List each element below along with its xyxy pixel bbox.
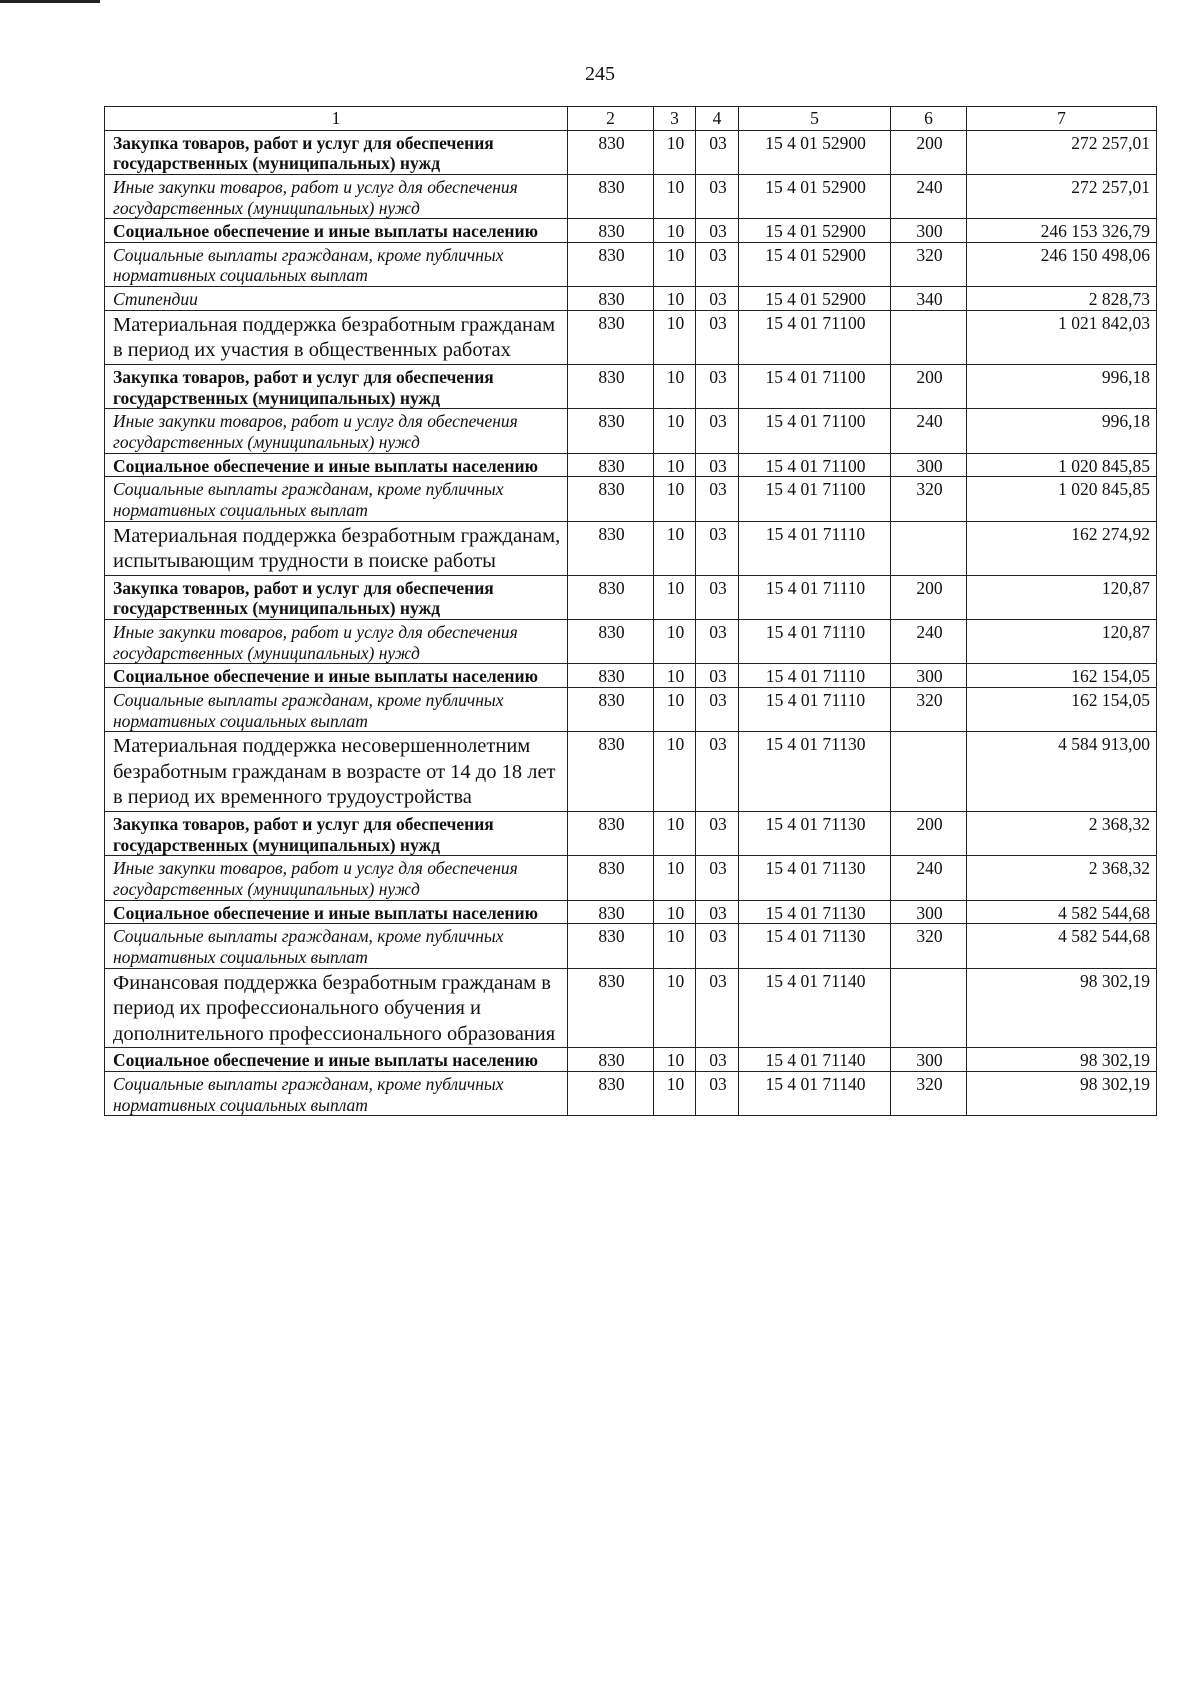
- row-section-cell: 10: [654, 521, 696, 575]
- row-target-article-cell: 15 4 01 71130: [739, 812, 891, 856]
- row-section-cell: 10: [654, 812, 696, 856]
- row-section-cell: 10: [654, 174, 696, 218]
- row-name-cell: Стипендии: [105, 287, 568, 311]
- row-section-cell: 10: [654, 664, 696, 688]
- row-amount-cell: 996,18: [967, 365, 1157, 409]
- row-code-cell: 830: [568, 409, 654, 453]
- row-amount-cell: 1 020 845,85: [967, 453, 1157, 477]
- row-name-cell: Социальное обеспечение и иные выплаты населению: [105, 900, 568, 924]
- row-expense-type-cell: 340: [891, 287, 967, 311]
- header-cell-3: 3: [654, 107, 696, 131]
- header-cell-5: 5: [739, 107, 891, 131]
- row-code-cell: 830: [568, 687, 654, 731]
- row-amount-cell: 162 154,05: [967, 664, 1157, 688]
- table-row: [105, 664, 1157, 688]
- row-code-cell: 830: [568, 453, 654, 477]
- table-row: [105, 310, 1157, 364]
- row-target-article-cell: 15 4 01 71140: [739, 968, 891, 1048]
- table-row: [105, 900, 1157, 924]
- row-name-cell: Социальное обеспечение и иные выплаты населению: [105, 664, 568, 688]
- row-expense-type-cell: 320: [891, 1072, 967, 1116]
- table-row: [105, 924, 1157, 968]
- row-target-article-cell: 15 4 01 71100: [739, 310, 891, 364]
- row-target-article-cell: 15 4 01 52900: [739, 174, 891, 218]
- header-cell-4: 4: [696, 107, 739, 131]
- row-subsection-cell: 03: [696, 130, 739, 174]
- row-amount-cell: 162 154,05: [967, 687, 1157, 731]
- row-name-cell: Социальное обеспечение и иные выплаты населению: [105, 453, 568, 477]
- row-subsection-cell: 03: [696, 900, 739, 924]
- table-row: [105, 620, 1157, 664]
- table-row: [105, 409, 1157, 453]
- header-cell-7: 7: [967, 107, 1157, 131]
- row-subsection-cell: 03: [696, 687, 739, 731]
- row-section-cell: 10: [654, 477, 696, 521]
- row-expense-type-cell: 300: [891, 219, 967, 243]
- row-subsection-cell: 03: [696, 732, 739, 812]
- row-expense-type-cell: [891, 732, 967, 812]
- row-subsection-cell: 03: [696, 310, 739, 364]
- row-subsection-cell: 03: [696, 620, 739, 664]
- row-name-cell: Материальная поддержка несовершеннолетним безработным гражданам в возрасте от 14 до 18 лет в период их временного трудоустройства: [105, 732, 568, 812]
- row-target-article-cell: 15 4 01 52900: [739, 219, 891, 243]
- table-row: [105, 856, 1157, 900]
- row-name-cell: Социальные выплаты гражданам, кроме публичных нормативных социальных выплат: [105, 924, 568, 968]
- header-cell-6: 6: [891, 107, 967, 131]
- row-target-article-cell: 15 4 01 52900: [739, 287, 891, 311]
- header-cell-1: 1: [105, 107, 568, 131]
- row-name-cell: Социальные выплаты гражданам, кроме публичных нормативных социальных выплат: [105, 242, 568, 286]
- row-expense-type-cell: 240: [891, 409, 967, 453]
- table-row: [105, 219, 1157, 243]
- row-code-cell: 830: [568, 130, 654, 174]
- page-number: 245: [585, 63, 615, 85]
- row-target-article-cell: 15 4 01 71100: [739, 409, 891, 453]
- row-target-article-cell: 15 4 01 71100: [739, 477, 891, 521]
- row-section-cell: 10: [654, 968, 696, 1048]
- row-code-cell: 830: [568, 310, 654, 364]
- row-name-cell: Социальные выплаты гражданам, кроме публичных нормативных социальных выплат: [105, 1072, 568, 1116]
- row-name-cell: Иные закупки товаров, работ и услуг для обеспечения государственных (муниципальных) нужд: [105, 409, 568, 453]
- header-row: [105, 107, 1157, 131]
- row-code-cell: 830: [568, 856, 654, 900]
- row-expense-type-cell: 320: [891, 687, 967, 731]
- table-row: [105, 174, 1157, 218]
- row-target-article-cell: 15 4 01 71140: [739, 1048, 891, 1072]
- row-target-article-cell: 15 4 01 71130: [739, 924, 891, 968]
- row-amount-cell: 2 368,32: [967, 856, 1157, 900]
- row-name-cell: Социальные выплаты гражданам, кроме публичных нормативных социальных выплат: [105, 477, 568, 521]
- row-subsection-cell: 03: [696, 812, 739, 856]
- row-subsection-cell: 03: [696, 575, 739, 619]
- row-amount-cell: 4 584 913,00: [967, 732, 1157, 812]
- row-subsection-cell: 03: [696, 477, 739, 521]
- row-target-article-cell: 15 4 01 71130: [739, 732, 891, 812]
- row-code-cell: 830: [568, 1072, 654, 1116]
- row-subsection-cell: 03: [696, 1072, 739, 1116]
- row-expense-type-cell: 240: [891, 620, 967, 664]
- row-code-cell: 830: [568, 365, 654, 409]
- table-row: [105, 287, 1157, 311]
- row-name-cell: Закупка товаров, работ и услуг для обеспечения государственных (муниципальных) нужд: [105, 130, 568, 174]
- row-amount-cell: 2 828,73: [967, 287, 1157, 311]
- top-rule: [0, 0, 100, 3]
- row-expense-type-cell: 200: [891, 575, 967, 619]
- row-section-cell: 10: [654, 409, 696, 453]
- row-amount-cell: 162 274,92: [967, 521, 1157, 575]
- row-section-cell: 10: [654, 575, 696, 619]
- row-amount-cell: 98 302,19: [967, 1048, 1157, 1072]
- row-code-cell: 830: [568, 219, 654, 243]
- table-row: [105, 1048, 1157, 1072]
- row-amount-cell: 120,87: [967, 620, 1157, 664]
- row-target-article-cell: 15 4 01 71100: [739, 453, 891, 477]
- row-subsection-cell: 03: [696, 664, 739, 688]
- row-section-cell: 10: [654, 365, 696, 409]
- row-expense-type-cell: [891, 968, 967, 1048]
- row-target-article-cell: 15 4 01 71110: [739, 687, 891, 731]
- row-section-cell: 10: [654, 924, 696, 968]
- row-subsection-cell: 03: [696, 409, 739, 453]
- row-subsection-cell: 03: [696, 365, 739, 409]
- row-target-article-cell: 15 4 01 71130: [739, 900, 891, 924]
- row-code-cell: 830: [568, 575, 654, 619]
- row-expense-type-cell: 200: [891, 130, 967, 174]
- row-code-cell: 830: [568, 732, 654, 812]
- row-target-article-cell: 15 4 01 71110: [739, 664, 891, 688]
- row-section-cell: 10: [654, 900, 696, 924]
- budget-table: [104, 106, 1157, 1116]
- row-expense-type-cell: [891, 521, 967, 575]
- row-amount-cell: 1 021 842,03: [967, 310, 1157, 364]
- row-name-cell: Закупка товаров, работ и услуг для обеспечения государственных (муниципальных) нужд: [105, 812, 568, 856]
- row-target-article-cell: 15 4 01 52900: [739, 130, 891, 174]
- row-code-cell: 830: [568, 968, 654, 1048]
- row-section-cell: 10: [654, 219, 696, 243]
- row-name-cell: Закупка товаров, работ и услуг для обеспечения государственных (муниципальных) нужд: [105, 365, 568, 409]
- row-name-cell: Социальное обеспечение и иные выплаты населению: [105, 219, 568, 243]
- row-name-cell: Материальная поддержка безработным гражданам в период их участия в общественных работах: [105, 310, 568, 364]
- row-subsection-cell: 03: [696, 242, 739, 286]
- row-name-cell: Иные закупки товаров, работ и услуг для обеспечения государственных (муниципальных) нужд: [105, 174, 568, 218]
- row-expense-type-cell: 300: [891, 664, 967, 688]
- row-code-cell: 830: [568, 521, 654, 575]
- table-row: [105, 1072, 1157, 1116]
- row-amount-cell: 246 150 498,06: [967, 242, 1157, 286]
- row-amount-cell: 272 257,01: [967, 130, 1157, 174]
- row-section-cell: 10: [654, 310, 696, 364]
- row-code-cell: 830: [568, 900, 654, 924]
- row-section-cell: 10: [654, 732, 696, 812]
- row-target-article-cell: 15 4 01 52900: [739, 242, 891, 286]
- row-target-article-cell: 15 4 01 71110: [739, 575, 891, 619]
- row-target-article-cell: 15 4 01 71110: [739, 620, 891, 664]
- row-section-cell: 10: [654, 620, 696, 664]
- row-target-article-cell: 15 4 01 71130: [739, 856, 891, 900]
- row-subsection-cell: 03: [696, 521, 739, 575]
- row-amount-cell: 272 257,01: [967, 174, 1157, 218]
- row-name-cell: Материальная поддержка безработным гражданам, испытывающим трудности в поиске работы: [105, 521, 568, 575]
- row-subsection-cell: 03: [696, 1048, 739, 1072]
- row-amount-cell: 120,87: [967, 575, 1157, 619]
- row-amount-cell: 98 302,19: [967, 1072, 1157, 1116]
- row-code-cell: 830: [568, 1048, 654, 1072]
- row-section-cell: 10: [654, 687, 696, 731]
- table-row: [105, 575, 1157, 619]
- row-subsection-cell: 03: [696, 453, 739, 477]
- row-subsection-cell: 03: [696, 219, 739, 243]
- row-expense-type-cell: 320: [891, 924, 967, 968]
- table-row: [105, 477, 1157, 521]
- row-expense-type-cell: 240: [891, 174, 967, 218]
- row-target-article-cell: 15 4 01 71100: [739, 365, 891, 409]
- table-row: [105, 130, 1157, 174]
- row-expense-type-cell: 320: [891, 477, 967, 521]
- row-expense-type-cell: 200: [891, 365, 967, 409]
- row-subsection-cell: 03: [696, 856, 739, 900]
- row-amount-cell: 98 302,19: [967, 968, 1157, 1048]
- row-name-cell: Иные закупки товаров, работ и услуг для обеспечения государственных (муниципальных) нужд: [105, 620, 568, 664]
- row-section-cell: 10: [654, 1048, 696, 1072]
- row-expense-type-cell: 300: [891, 453, 967, 477]
- row-target-article-cell: 15 4 01 71140: [739, 1072, 891, 1116]
- table-row: [105, 365, 1157, 409]
- row-amount-cell: 4 582 544,68: [967, 900, 1157, 924]
- row-subsection-cell: 03: [696, 968, 739, 1048]
- row-code-cell: 830: [568, 924, 654, 968]
- row-code-cell: 830: [568, 174, 654, 218]
- row-subsection-cell: 03: [696, 924, 739, 968]
- row-name-cell: Социальное обеспечение и иные выплаты населению: [105, 1048, 568, 1072]
- row-expense-type-cell: 240: [891, 856, 967, 900]
- table-row: [105, 242, 1157, 286]
- table-row: [105, 812, 1157, 856]
- row-expense-type-cell: 320: [891, 242, 967, 286]
- row-section-cell: 10: [654, 287, 696, 311]
- row-code-cell: 830: [568, 242, 654, 286]
- table-row: [105, 968, 1157, 1048]
- row-target-article-cell: 15 4 01 71110: [739, 521, 891, 575]
- row-amount-cell: 996,18: [967, 409, 1157, 453]
- row-amount-cell: 4 582 544,68: [967, 924, 1157, 968]
- table-row: [105, 453, 1157, 477]
- table-row: [105, 732, 1157, 812]
- row-subsection-cell: 03: [696, 287, 739, 311]
- row-code-cell: 830: [568, 620, 654, 664]
- header-cell-2: 2: [568, 107, 654, 131]
- row-expense-type-cell: 300: [891, 1048, 967, 1072]
- row-section-cell: 10: [654, 856, 696, 900]
- row-name-cell: Финансовая поддержка безработным гражданам в период их профессионального обучения и дополнительного профессионального образования: [105, 968, 568, 1048]
- row-section-cell: 10: [654, 1072, 696, 1116]
- table-row: [105, 687, 1157, 731]
- row-name-cell: Закупка товаров, работ и услуг для обеспечения государственных (муниципальных) нужд: [105, 575, 568, 619]
- row-expense-type-cell: [891, 310, 967, 364]
- row-amount-cell: 246 153 326,79: [967, 219, 1157, 243]
- table-row: [105, 521, 1157, 575]
- row-code-cell: 830: [568, 812, 654, 856]
- row-code-cell: 830: [568, 477, 654, 521]
- row-section-cell: 10: [654, 453, 696, 477]
- row-code-cell: 830: [568, 664, 654, 688]
- row-amount-cell: 2 368,32: [967, 812, 1157, 856]
- row-expense-type-cell: 200: [891, 812, 967, 856]
- row-code-cell: 830: [568, 287, 654, 311]
- row-amount-cell: 1 020 845,85: [967, 477, 1157, 521]
- row-section-cell: 10: [654, 130, 696, 174]
- row-name-cell: Иные закупки товаров, работ и услуг для обеспечения государственных (муниципальных) нужд: [105, 856, 568, 900]
- row-expense-type-cell: 300: [891, 900, 967, 924]
- row-subsection-cell: 03: [696, 174, 739, 218]
- row-section-cell: 10: [654, 242, 696, 286]
- row-name-cell: Социальные выплаты гражданам, кроме публичных нормативных социальных выплат: [105, 687, 568, 731]
